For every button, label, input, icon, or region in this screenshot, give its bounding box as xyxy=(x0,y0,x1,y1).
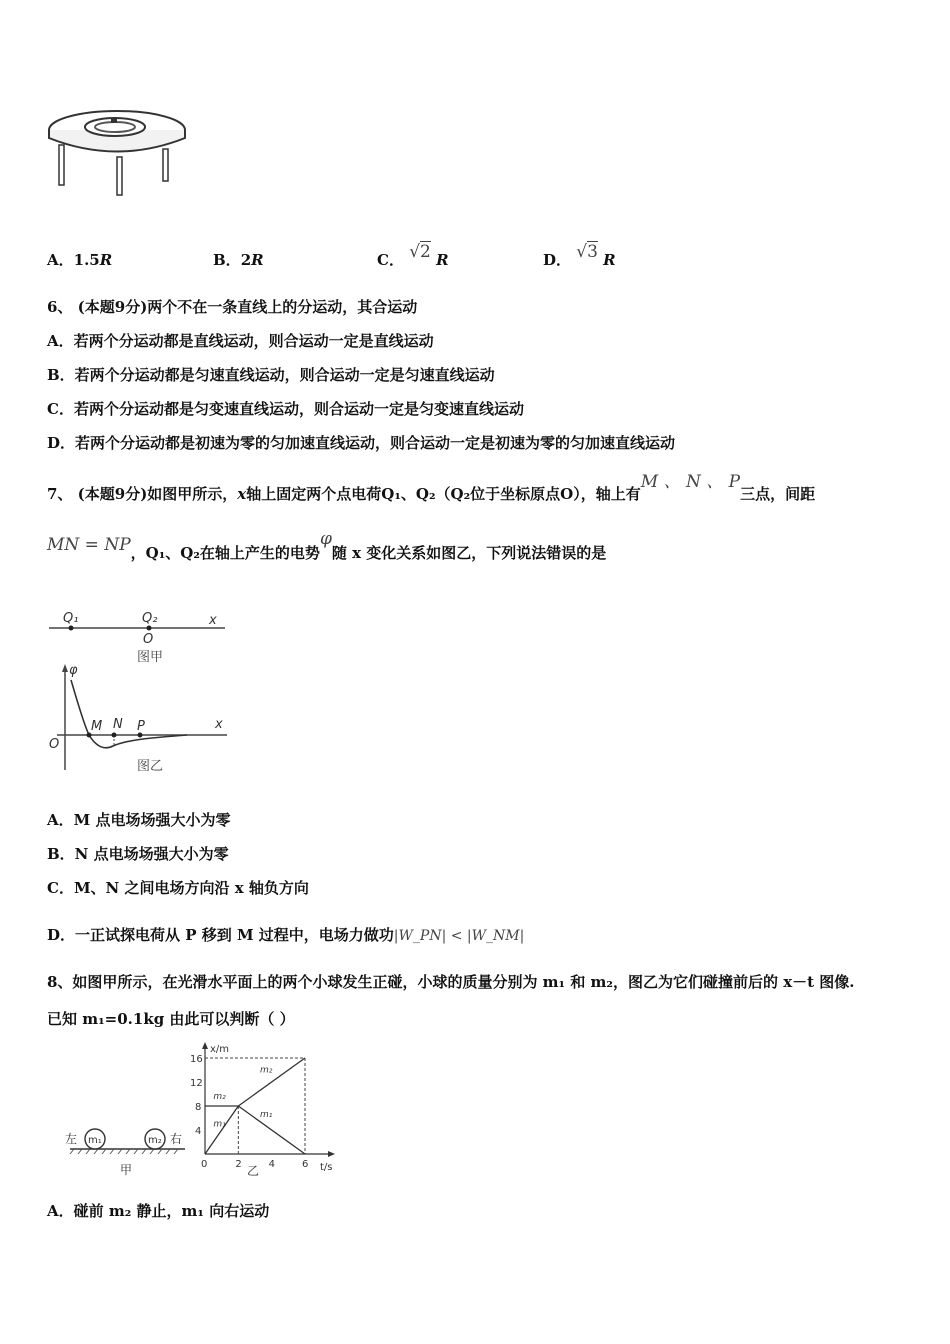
q6-option-a[interactable]: A．若两个分运动都是直线运动，则合运动一定是直线运动 xyxy=(47,332,434,350)
q8-stem-line1: 8、如图甲所示，在光滑水平面上的两个小球发生正碰，小球的质量分别为 m₁ 和 m₂，图乙为它们碰撞前后的 x－t 图像. xyxy=(47,973,855,991)
n-dot xyxy=(112,733,117,738)
y-tick-label: 8 xyxy=(195,1102,202,1113)
q1-dot xyxy=(69,626,74,631)
q8-stem-line2: 已知 m₁=0.1kg 由此可以判断（ ） xyxy=(47,1010,295,1028)
y-tick-label: 16 xyxy=(190,1054,203,1065)
right-label: 右 xyxy=(170,1132,183,1146)
q6-stem: 6、 (本题9分)两个不在一条直线上的分运动，其合运动 xyxy=(47,298,418,316)
fig-yi-caption: 图乙 xyxy=(137,759,164,774)
q1-label: Q₁ xyxy=(63,611,79,626)
x-tick-label: 0 xyxy=(201,1159,208,1170)
m-label: M xyxy=(91,719,103,734)
q6-option-c[interactable]: C．若两个分运动都是匀变速直线运动，则合运动一定是匀变速直线运动 xyxy=(47,400,524,418)
q7-stem-line1: 7、 (本题9分)如图甲所示，x轴上固定两个点电荷Q₁、Q₂（Q₂位于坐标原点O），轴上有M 、 N 、 P三点，间距 xyxy=(47,472,816,503)
x-axis-label: t/s xyxy=(320,1162,333,1173)
y-tick-label: 12 xyxy=(190,1078,203,1089)
p-label: P xyxy=(137,719,145,734)
o-label: O xyxy=(143,632,154,647)
x-axis-label: x xyxy=(209,613,217,628)
x-tick-label: 4 xyxy=(268,1159,276,1170)
n-label: N xyxy=(113,717,123,732)
label-m2-before: m₂ xyxy=(213,1091,226,1102)
round-table-figure xyxy=(47,105,192,205)
series-line-0 xyxy=(205,1106,238,1154)
q6-option-b[interactable]: B．若两个分运动都是匀速直线运动，则合运动一定是匀速直线运动 xyxy=(47,366,495,384)
origin-label: O xyxy=(49,737,60,752)
left-label: 左 xyxy=(65,1132,78,1146)
y-tick-label: 4 xyxy=(195,1126,202,1137)
label-m2-after: m₂ xyxy=(260,1065,273,1076)
fig-yi-caption-q8: 乙 xyxy=(247,1164,260,1178)
q5-option-a[interactable]: A．1.5R xyxy=(47,251,113,269)
q8-figure-jia xyxy=(60,1118,190,1180)
svg-text:m₂: m₂ xyxy=(148,1135,162,1146)
q7-option-b[interactable]: B．N 点电场场强大小为零 xyxy=(47,845,229,863)
fig-jia-caption: 图甲 xyxy=(137,650,164,665)
sqrt-3: √3 xyxy=(576,242,598,262)
q5-option-c[interactable]: C． √2 R xyxy=(377,242,449,269)
q8-option-a[interactable]: A．碰前 m₂ 静止，m₁ 向右运动 xyxy=(47,1202,270,1220)
q7-figure-yi xyxy=(47,660,237,780)
q7-option-d[interactable]: D．一正试探电荷从 P 移到 M 过程中，电场力做功|W_PN| < |W_NM| xyxy=(47,926,525,944)
fig-jia-caption-q8: 甲 xyxy=(120,1163,133,1177)
label-m1-after: m₁ xyxy=(260,1109,273,1120)
q6-option-d[interactable]: D．若两个分运动都是初速为零的匀加速直线运动，则合运动一定是初速为零的匀加速直线运动 xyxy=(47,434,676,452)
q7-option-a[interactable]: A．M 点电场场强大小为零 xyxy=(47,811,231,829)
x-label: x xyxy=(215,717,223,732)
y-axis-label: x/m xyxy=(210,1044,230,1055)
sqrt-2: √2 xyxy=(409,242,431,262)
phi-label: φ xyxy=(69,663,78,678)
q7-stem-line2: MN = NP，Q₁、Q₂在轴上产生的电势φ随 x 变化关系如图乙，下列说法错误的是 xyxy=(47,529,607,562)
q2-dot xyxy=(147,626,152,631)
label-m1-before: m₁ xyxy=(213,1119,226,1130)
q2-label: Q₂ xyxy=(142,611,158,626)
q5-option-b[interactable]: B．2R xyxy=(213,251,264,269)
x-tick-label: 6 xyxy=(302,1159,309,1170)
xt-chart xyxy=(185,1038,345,1178)
q7-figure-jia xyxy=(47,608,232,668)
x-tick-label: 2 xyxy=(235,1159,242,1170)
q5-option-d[interactable]: D． √3 R xyxy=(543,242,616,269)
q7-option-c[interactable]: C．M、N 之间电场方向沿 x 轴负方向 xyxy=(47,879,309,897)
svg-text:m₁: m₁ xyxy=(88,1135,102,1146)
